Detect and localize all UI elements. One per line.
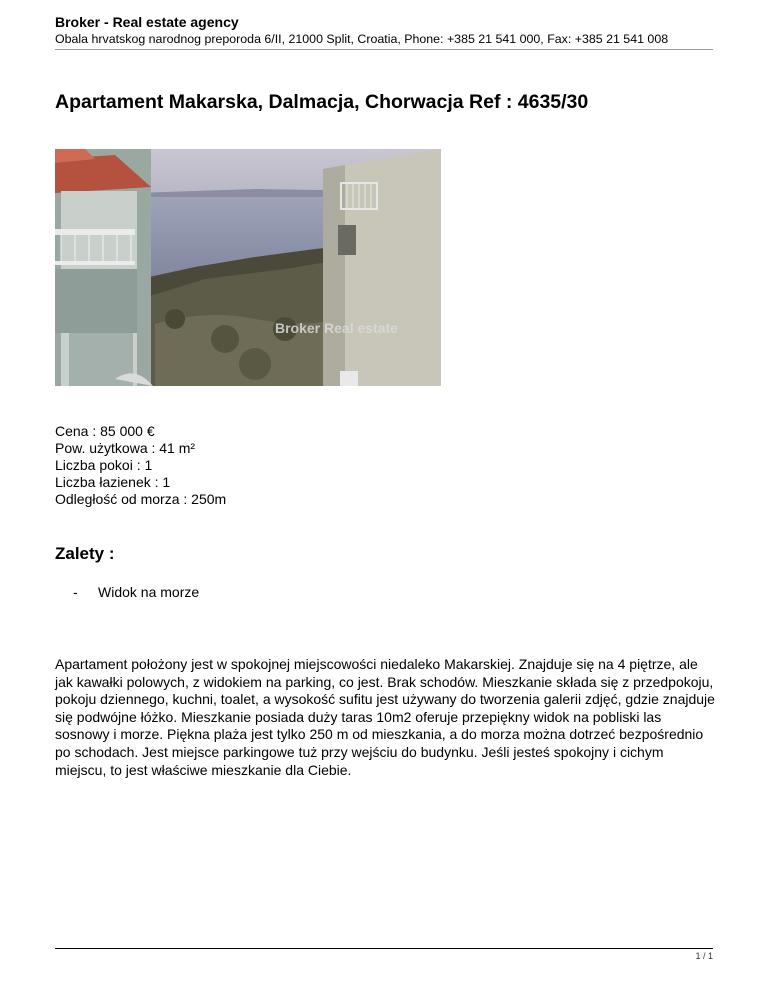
photo-watermark: Broker Real estate xyxy=(275,320,398,336)
advantage-label: Widok na morze xyxy=(98,584,200,600)
listing-title: Apartament Makarska, Dalmacja, Chorwacja Ref : 4635/30 xyxy=(55,91,589,113)
room-count: Liczba pokoi : 1 xyxy=(55,457,153,473)
usable-area: Pow. użytkowa : 41 m² xyxy=(55,440,196,456)
bullet-dash: - xyxy=(73,584,78,600)
sea-distance: Odległość od morza : 250m xyxy=(55,491,227,507)
property-description: Apartament położony jest w spokojnej miejscowości niedaleko Makarskiej. Znajduje się na 4 piętrze, ale jak kawałki polowych, z widokiem na parking, co jest. Brak schodów. Mieszkanie składa się z przedpokoju, pokoju dziennego, kuchni, toalet, a wysokość sufitu jest używany do tworzenia galerii zdjęć, gdzie znajduje się podwójne łóżko. Mieszkanie posiada duży taras 10m2 oferuje przepiękny widok na pobliski las sosnowy i morze. Piękna plaża jest tylko 250 m od mieszkania, a do morza można dotrzeć bezpośrednio po schodach. Jest miejsce parkingowe tuż przy wejściu do budynku. Jeśli jesteś spokojny i cichym miejscu, to jest właściwe mieszkanie dla Ciebie. xyxy=(55,656,715,778)
agency-address: Obala hrvatskog narodnog preporoda 6/II, 21000 Split, Croatia, Phone: +385 21 541 000, Fax: +385 21 541 008 xyxy=(55,32,669,46)
list-item xyxy=(73,584,199,601)
page-header xyxy=(55,14,713,47)
bathroom-count: Liczba łazienek : 1 xyxy=(55,474,171,490)
price: Cena : 85 000 € xyxy=(55,423,155,439)
agency-name: Broker - Real estate agency xyxy=(55,14,239,30)
header-divider xyxy=(55,49,713,50)
property-photo xyxy=(55,149,441,386)
advantages-heading: Zalety : xyxy=(55,544,115,563)
property-specs xyxy=(55,423,226,508)
footer-divider xyxy=(55,948,713,949)
page-number: 1 / 1 xyxy=(695,951,713,961)
